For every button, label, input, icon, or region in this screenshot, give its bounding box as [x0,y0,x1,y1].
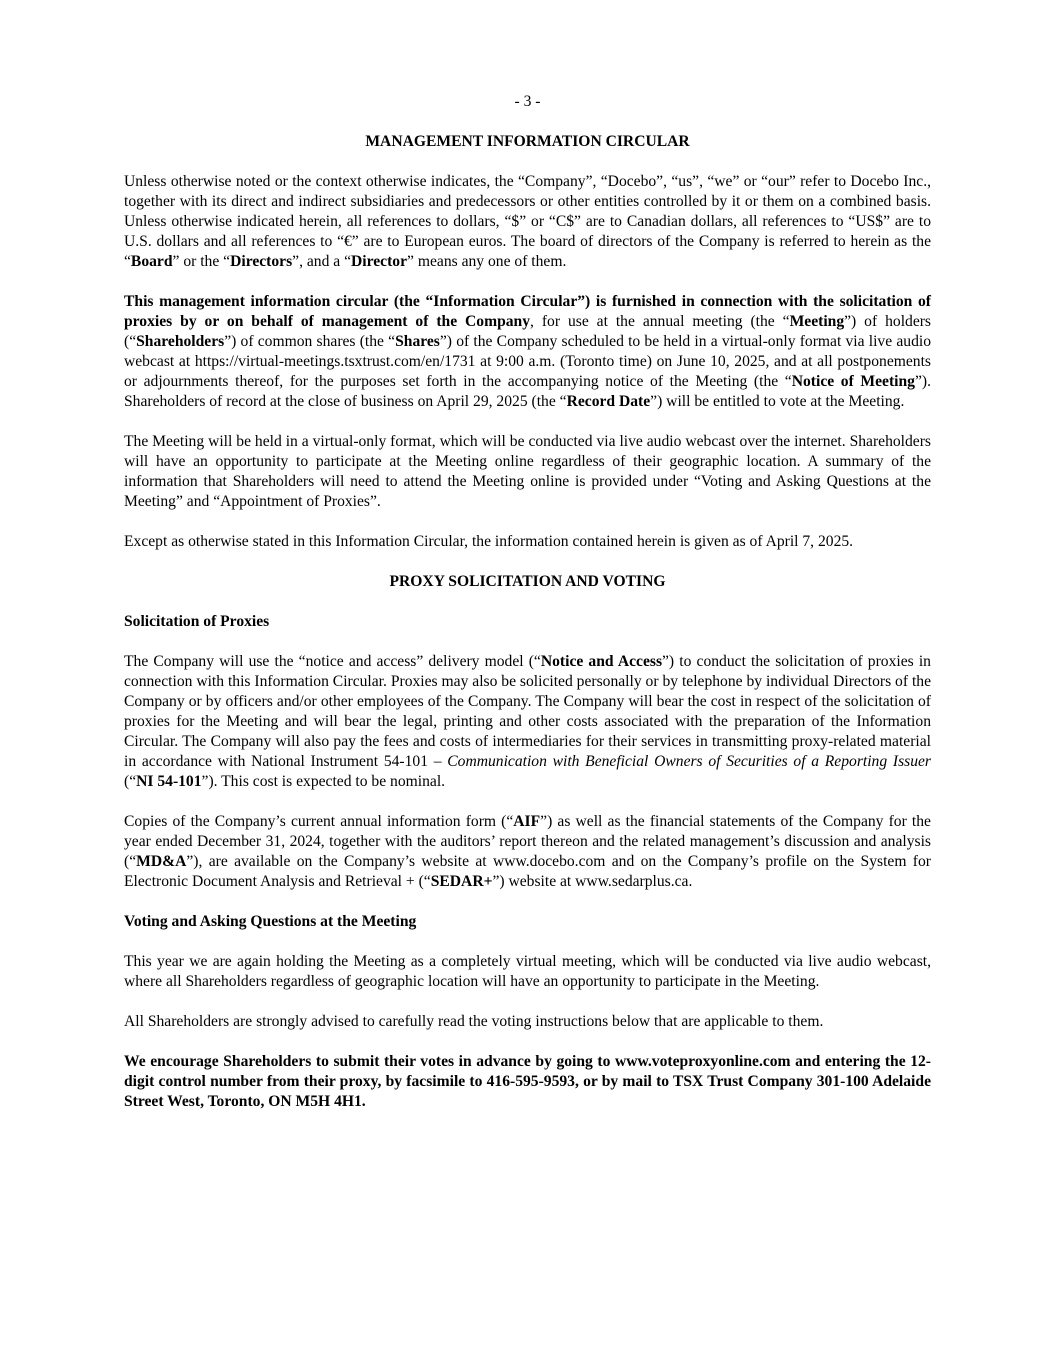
document-page [124,92,931,1112]
defined-term-notice-of-meeting: Notice of Meeting [791,373,915,390]
defined-term-shareholders: Shareholders [136,333,225,350]
paragraph-definitions: Unless otherwise noted or the context otherwise indicates, the “Company”, “Docebo”, “us”, “we” or “our” refer to Docebo Inc., together with its direct and indirect subsidiaries and predecessors or other entities controlled by it or them on a combined basis. Unless otherwise indicated herein, all references to dollars, “$” or “C$” are to Canadian dollars, all references to “US$” are to U.S. dollars and all references to “€” are to European euros. The board of directors of the Company is referred to herein as the “Board” or the “Directors”, and a “Director” means any one of them. [124,173,931,270]
defined-term-shares: Shares [395,333,440,350]
section-heading-management-information-circular: MANAGEMENT INFORMATION CIRCULAR [365,133,690,150]
defined-term-mda: MD&A [136,853,187,870]
paragraph-virtual-meeting-again: This year we are again holding the Meeting as a completely virtual meeting, which will be conducted via live audio webcast, where all Shareholders regardless of geographic location will have an opportunity to participate in the Meeting. [124,953,931,990]
section-heading-proxy-solicitation: PROXY SOLICITATION AND VOTING [389,573,666,590]
paragraph-read-instructions: All Shareholders are strongly advised to carefully read the voting instructions below that are applicable to them. [124,1013,824,1030]
page-number: - 3 - [514,93,541,110]
defined-term-board: Board [130,253,173,270]
defined-term-aif: AIF [513,813,541,830]
defined-term-meeting: Meeting [789,313,845,330]
instrument-title: Communication with Beneficial Owners of Securities of a Reporting Issuer [447,753,931,770]
defined-term-record-date: Record Date [566,393,651,410]
defined-term-directors: Directors [230,253,293,270]
defined-term-ni-54-101: NI 54-101 [136,773,202,790]
paragraph-vote-in-advance: We encourage Shareholders to submit their votes in advance by going to www.voteproxyonline.com and entering the 12-digit control number from their proxy, by facsimile to 416-595-9593, or by mail to TSX Trust Company 301-100 Adelaide Street West, Toronto, ON M5H 4H1. [124,1053,931,1110]
bold-intro: This management information circular (the “Information Circular”) is furnished in connection with the solicitation of proxies by or on behalf of management of the Company [124,293,931,330]
defined-term-director: Director [351,253,408,270]
paragraph-notice-and-access: The Company will use the “notice and access” delivery model (“Notice and Access”) to conduct the solicitation of proxies in connection with this Information Circular. Proxies may also be solicited personally or by telephone by individual Directors of the Company or by officers and/or other employees of the Company. The Company will bear the cost in respect of the solicitation of proxies for the Meeting and will bear the legal, printing and other costs associated with the preparation of the Information Circular. The Company will also pay the fees and costs of intermediaries for their services in transmitting proxy-related material in accordance with National Instrument 54-101 – Communication with Beneficial Owners of Securities of a Reporting Issuer (“NI 54-101”). This cost is expected to be nominal. [124,653,931,790]
subheading-voting-and-questions: Voting and Asking Questions at the Meeting [124,913,417,930]
paragraph-information-date: Except as otherwise stated in this Information Circular, the information contained herein is given as of April 7, 2025. [124,533,854,550]
paragraph-circular-purpose: This management information circular (the “Information Circular”) is furnished in connection with the solicitation of proxies by or on behalf of management of the Company, for use at the annual meeting (the “Meeting”) of holders (“Shareholders”) of common shares (the “Shares”) of the Company scheduled to be held in a virtual-only format via live audio webcast at https://virtual-meetings.tsxtrust.com/en/1731 at 9:00 a.m. (Toronto time) on June 10, 2025, and at all postponements or adjournments thereof, for the purposes set forth in the accompanying notice of the Meeting (the “Notice of Meeting”). Shareholders of record at the close of business on April 29, 2025 (the “Record Date”) will be entitled to vote at the Meeting. [124,293,932,410]
paragraph-aif-copies: Copies of the Company’s current annual information form (“AIF”) as well as the financial statements of the Company for the year ended December 31, 2024, together with the auditors’ report thereon and the related management’s discussion and analysis (“MD&A”), are available on the Company’s website at www.docebo.com and on the Company’s profile on the System for Electronic Document Analysis and Retrieval + (“SEDAR+”) website at www.sedarplus.ca. [124,813,931,890]
subheading-solicitation-of-proxies: Solicitation of Proxies [124,613,270,630]
defined-term-sedar: SEDAR+ [430,873,493,890]
defined-term-notice-and-access: Notice and Access [540,653,663,670]
paragraph-virtual-meeting: The Meeting will be held in a virtual-only format, which will be conducted via live audio webcast over the internet. Shareholders will have an opportunity to participate at the Meeting online regardless of their geographic location. A summary of the information that Shareholders will need to attend the Meeting online is provided under “Voting and Asking Questions at the Meeting” and “Appointment of Proxies”. [124,433,931,510]
